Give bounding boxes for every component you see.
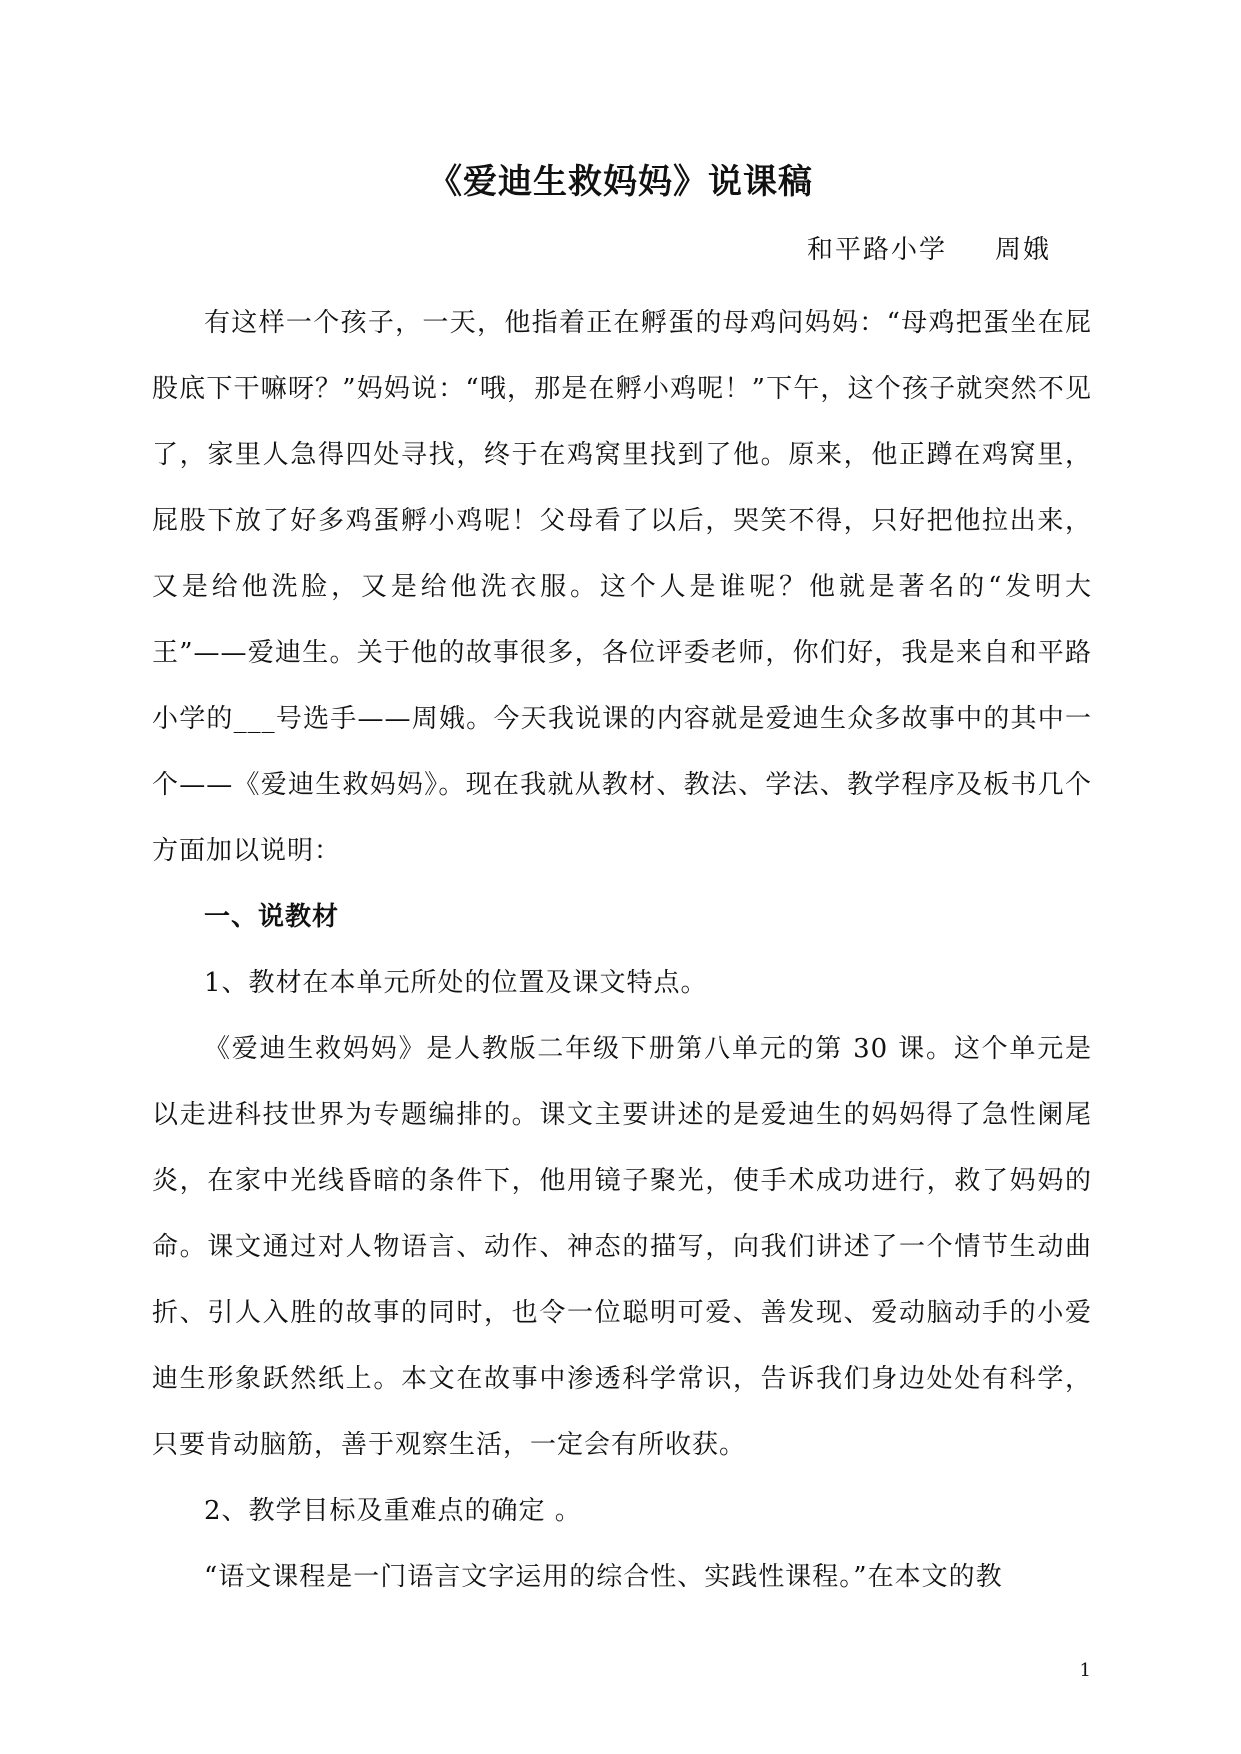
section-heading-textbook: 一、说教材 (204, 902, 340, 932)
author-school: 和平路小学 (806, 235, 947, 265)
page-number: 1 (1079, 1660, 1091, 1681)
subsection-heading-goals: 2、教学目标及重难点的确定 。 (204, 1496, 582, 1526)
textbook-paragraph: 《爱迪生救妈妈》是人教版二年级下册第八单元的第 30 课。这个单元是以走进科技世界为专题编排的。课文主要讲述的是爱迪生的妈妈得了急性阑尾炎，在家中光线昏暗的条件下，他用镜子聚光，使手术成功进行，救了妈妈的命。课文通过对人物语言、动作、神态的描写，向我们讲述了一个情节生动曲折、引人入胜的故事的同时，也令一位聪明可爱、善发现、爱动脑动手的小爱迪生形象跃然纸上。本文在故事中渗透科学常识，告诉我们身边处处有科学，只要肯动脑筋，善于观察生活，一定会有所收获。 (152, 1034, 1092, 1460)
document-body (152, 290, 1092, 1610)
goals-paragraph: “语文课程是一门语言文字运用的综合性、实践性课程。”在本文的教 (204, 1562, 1003, 1592)
subsection-heading-position: 1、教材在本单元所处的位置及课文特点。 (204, 968, 708, 998)
intro-paragraph: 有这样一个孩子，一天，他指着正在孵蛋的母鸡问妈妈：“母鸡把蛋坐在屁股底下干嘛呀？”妈妈说：“哦，那是在孵小鸡呢！”下午，这个孩子就突然不见了，家里人急得四处寻找，终于在鸡窝里找到了他。原来，他正蹲在鸡窝里，屁股下放了好多鸡蛋孵小鸡呢！父母看了以后，哭笑不得，只好把他拉出来，又是给他洗脸，又是给他洗衣服。这个人是谁呢？他就是著名的“发明大王”——爱迪生。关于他的故事很多，各位评委老师，你们好，我是来自和平路小学的___号选手——周娥。今天我说课的内容就是爱迪生众多故事中的其中一个——《爱迪生救妈妈》。现在我就从教材、教法、学法、教学程序及板书几个方面加以说明： (152, 308, 1092, 866)
author-line (807, 233, 1051, 267)
author-name: 周娥 (994, 235, 1051, 265)
document-title: 《爱迪生救妈妈》说课稿 (428, 162, 813, 202)
